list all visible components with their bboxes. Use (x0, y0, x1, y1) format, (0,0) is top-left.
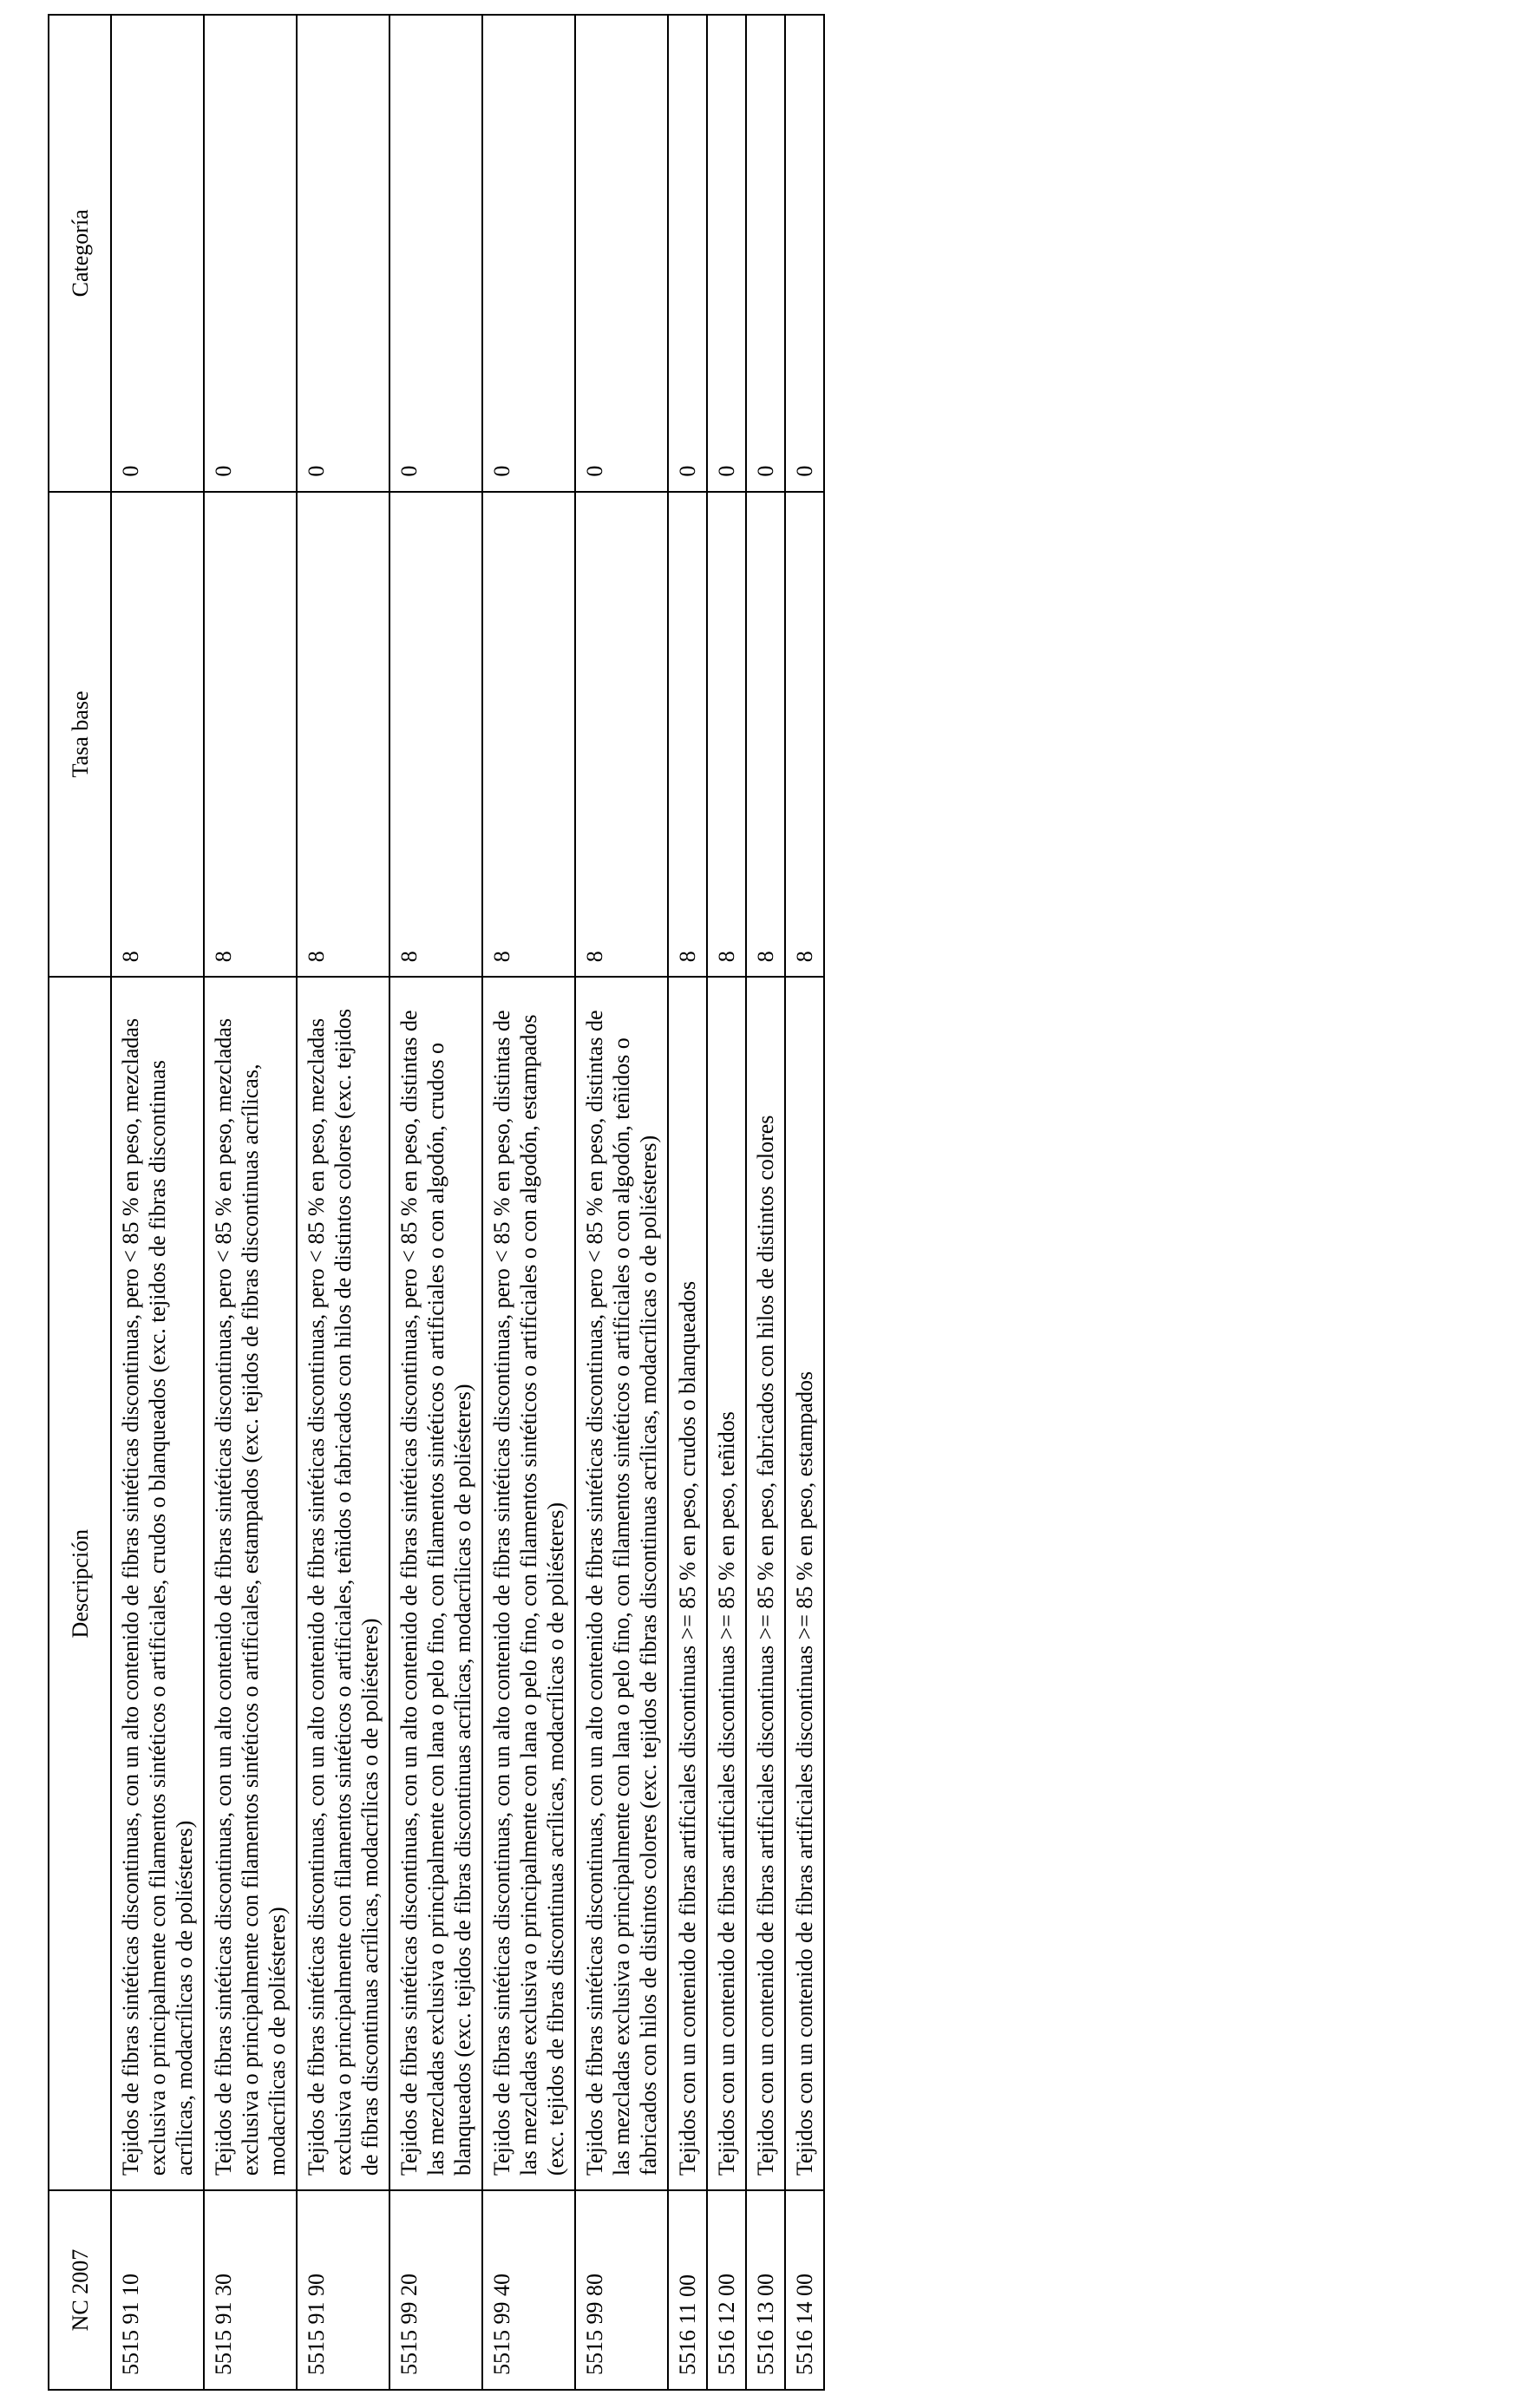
cell-tasa: 8 (389, 492, 482, 978)
cell-code: 5515 99 40 (482, 2190, 575, 2390)
cell-tasa: 8 (707, 492, 746, 978)
cell-code: 5515 99 80 (575, 2190, 668, 2390)
cell-tasa: 8 (575, 492, 668, 978)
cell-description: Tejidos con un contenido de fibras artificiales discontinuas >= 85 % en peso, crudos o blanqueados (668, 977, 707, 2190)
cell-description: Tejidos de fibras sintéticas discontinuas, con un alto contenido de fibras sintéticas discontinuas, pero < 85 % en peso, mezcladas exclusiva o principalmente con filamentos sintéticos o artificiales, crudos o blanqueados (exc. tejidos de fibras discontinuas acrílicas, modacrílicas o de poliésteres) (111, 977, 204, 2190)
cell-category: 0 (575, 15, 668, 492)
table-row (575, 15, 668, 2390)
header-tasa-base: Tasa base (49, 492, 111, 978)
table-row (668, 15, 707, 2390)
table-row (297, 15, 389, 2390)
cell-tasa: 8 (482, 492, 575, 978)
table-row (389, 15, 482, 2390)
table-row (746, 15, 785, 2390)
cell-category: 0 (668, 15, 707, 492)
header-nc-2007: NC 2007 (49, 2190, 111, 2390)
cell-description: Tejidos con un contenido de fibras artificiales discontinuas >= 85 % en peso, estampados (785, 977, 824, 2190)
cell-category: 0 (482, 15, 575, 492)
cell-tasa: 8 (297, 492, 389, 978)
table-row (111, 15, 204, 2390)
cell-description: Tejidos con un contenido de fibras artificiales discontinuas >= 85 % en peso, teñidos (707, 977, 746, 2190)
table-header-row (49, 15, 111, 2390)
cell-code: 5516 11 00 (668, 2190, 707, 2390)
cell-category: 0 (707, 15, 746, 492)
cell-code: 5515 99 20 (389, 2190, 482, 2390)
cell-category: 0 (389, 15, 482, 492)
cell-code: 5515 91 30 (204, 2190, 297, 2390)
cell-tasa: 8 (746, 492, 785, 978)
table-row (482, 15, 575, 2390)
cell-tasa: 8 (111, 492, 204, 978)
table-row (204, 15, 297, 2390)
cell-code: 5516 14 00 (785, 2190, 824, 2390)
cell-description: Tejidos de fibras sintéticas discontinuas, con un alto contenido de fibras sintéticas discontinuas, pero < 85 % en peso, mezcladas exclusiva o principalmente con filamentos sintéticos o artificiales, teñidos o fabricados con hilos de distintos colores (exc. tejidos de fibras discontinuas acrílicas, modacrílicas o de poliésteres) (297, 977, 389, 2190)
cell-description: Tejidos de fibras sintéticas discontinuas, con un alto contenido de fibras sintéticas discontinuas, pero < 85 % en peso, distintas de las mezcladas exclusiva o principalmente con lana o pelo fino, con filamentos sintéticos o artificiales o con algodón, teñidos o fabricados con hilos de distintos colores (exc. tejidos de fibras discontinuas acrílicas, modacrílicas o de poliésteres) (575, 977, 668, 2190)
cell-tasa: 8 (668, 492, 707, 978)
header-description: Descripción (49, 977, 111, 2190)
table-row (707, 15, 746, 2390)
header-category: Categoría (49, 15, 111, 492)
cell-category: 0 (204, 15, 297, 492)
cell-category: 0 (746, 15, 785, 492)
cell-tasa: 8 (785, 492, 824, 978)
cell-code: 5515 91 90 (297, 2190, 389, 2390)
tariff-table (48, 14, 825, 2391)
cell-code: 5516 12 00 (707, 2190, 746, 2390)
cell-category: 0 (785, 15, 824, 492)
cell-code: 5515 91 10 (111, 2190, 204, 2390)
cell-description: Tejidos de fibras sintéticas discontinuas, con un alto contenido de fibras sintéticas discontinuas, pero < 85 % en peso, distintas de las mezcladas exclusiva o principalmente con lana o pelo fino, con filamentos sintéticos o artificiales o con algodón, crudos o blanqueados (exc. tejidos de fibras discontinuas acrílicas, modacrílicas o de poliésteres) (389, 977, 482, 2190)
cell-category: 0 (297, 15, 389, 492)
cell-category: 0 (111, 15, 204, 492)
cell-description: Tejidos con un contenido de fibras artificiales discontinuas >= 85 % en peso, fabricados con hilos de distintos colores (746, 977, 785, 2190)
cell-description: Tejidos de fibras sintéticas discontinuas, con un alto contenido de fibras sintéticas discontinuas, pero < 85 % en peso, distintas de las mezcladas exclusiva o principalmente con lana o pelo fino, con filamentos sintéticos o artificiales o con algodón, estampados (exc. tejidos de fibras discontinuas acrílicas, modacrílicas o de poliésteres) (482, 977, 575, 2190)
table-row (785, 15, 824, 2390)
cell-code: 5516 13 00 (746, 2190, 785, 2390)
cell-description: Tejidos de fibras sintéticas discontinuas, con un alto contenido de fibras sintéticas discontinuas, pero < 85 % en peso, mezcladas exclusiva o principalmente con filamentos sintéticos o artificiales, estampados (exc. tejidos de fibras discontinuas acrílicas, modacrílicas o de poliésteres) (204, 977, 297, 2190)
cell-tasa: 8 (204, 492, 297, 978)
